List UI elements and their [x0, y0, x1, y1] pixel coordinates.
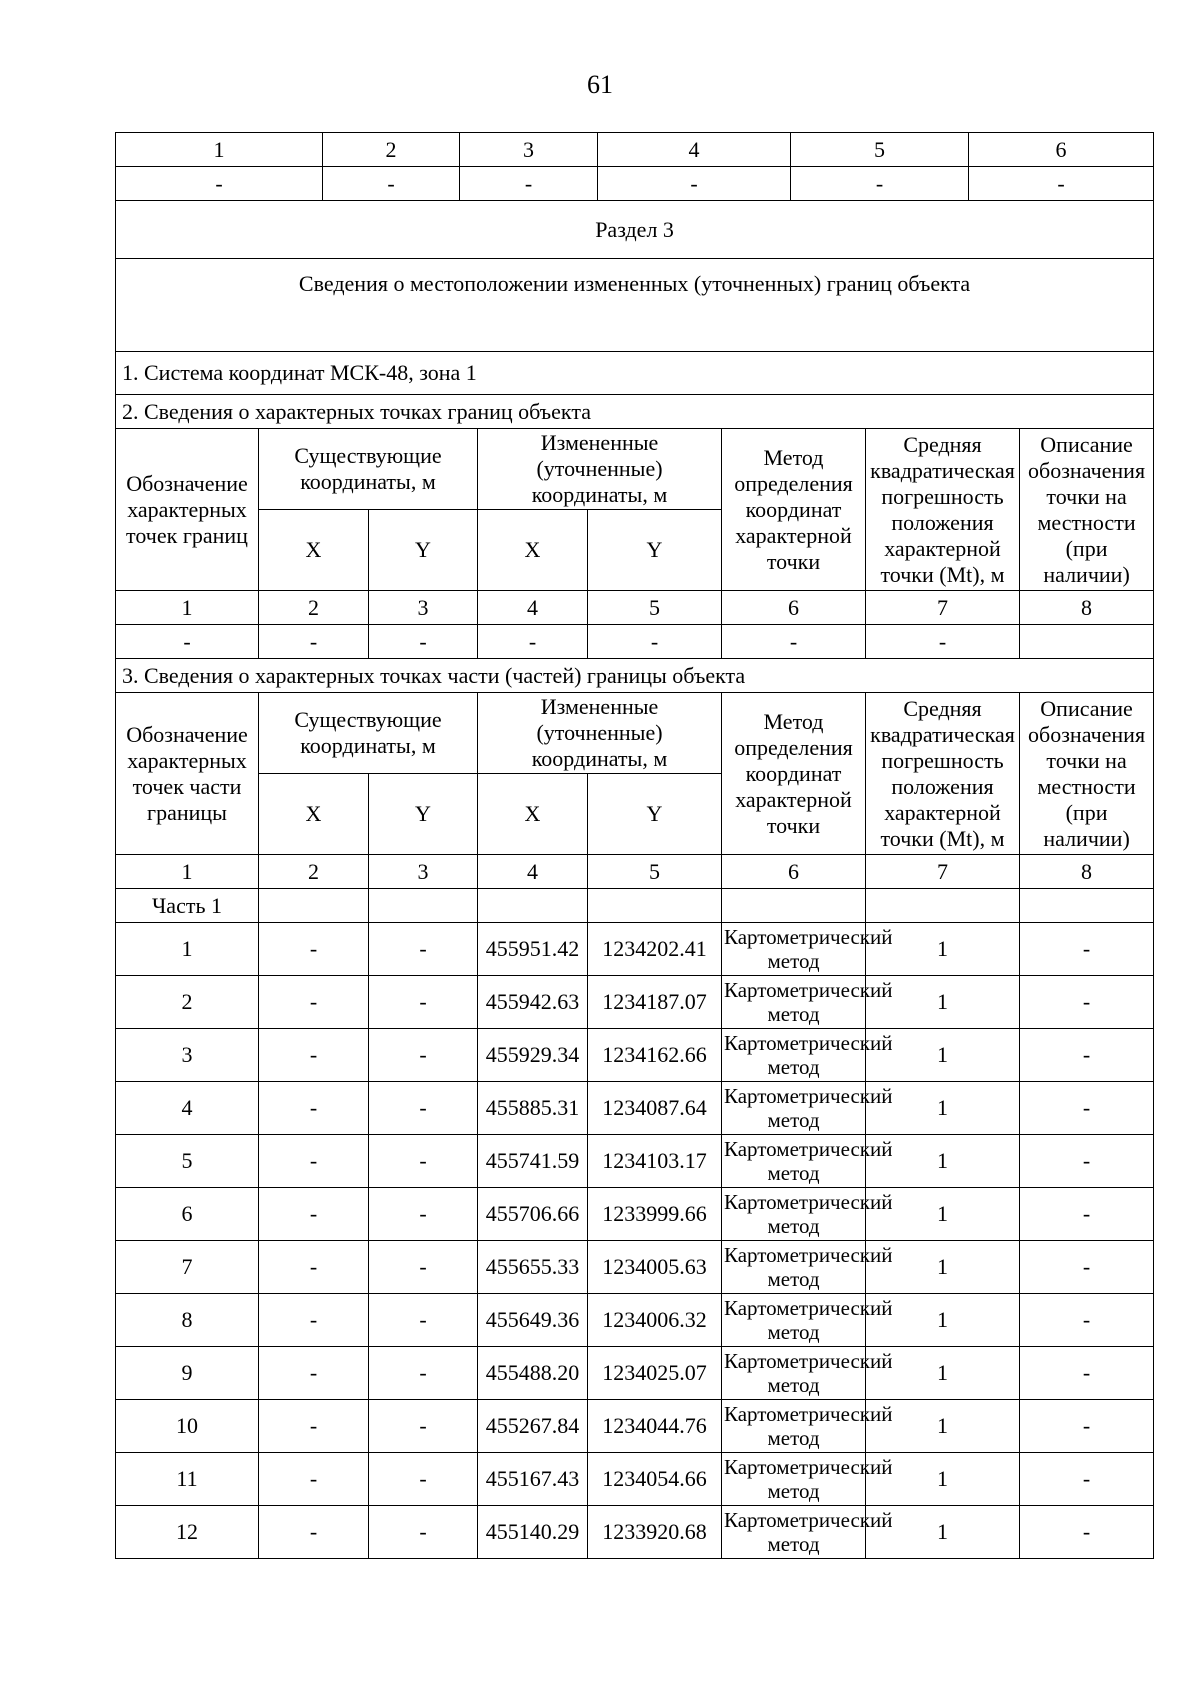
part-label: Часть 1: [116, 889, 259, 923]
point-x-cell: 455942.63: [478, 976, 588, 1029]
col-number: 4: [478, 855, 588, 889]
point-n-cell: 7: [116, 1241, 259, 1294]
header-error: Средняя квадратическая погрешность положения характерной точки (Mt), м: [866, 693, 1020, 855]
point-ey-cell: -: [369, 1400, 478, 1453]
table-cell: 3: [460, 133, 598, 167]
point-ey-cell: -: [369, 1082, 478, 1135]
point-x-cell: 455951.42: [478, 923, 588, 976]
point-n-cell: 12: [116, 1506, 259, 1559]
point-mt-cell: 1: [866, 923, 1020, 976]
continuation-table: [115, 132, 1154, 201]
col-number: 7: [866, 591, 1020, 625]
table-cell: -: [969, 167, 1154, 201]
point-method-cell: Картометрический метод: [722, 1453, 866, 1506]
table-cell: -: [866, 625, 1020, 659]
point-y-cell: 1234054.66: [588, 1453, 722, 1506]
header-y: Y: [588, 510, 722, 591]
point-n-cell: 4: [116, 1082, 259, 1135]
point-mt-cell: 1: [866, 1453, 1020, 1506]
table-cell: [369, 889, 478, 923]
point-ey-cell: -: [369, 1029, 478, 1082]
point-ey-cell: -: [369, 976, 478, 1029]
table-row: [116, 1400, 1154, 1453]
point-method-cell: Картометрический метод: [722, 1506, 866, 1559]
col-number: 1: [116, 591, 259, 625]
col-number: 5: [588, 591, 722, 625]
point-mt-cell: 1: [866, 1400, 1020, 1453]
table-row: [116, 625, 1154, 659]
point-x-cell: 455267.84: [478, 1400, 588, 1453]
point-ex-cell: -: [259, 1400, 369, 1453]
col-number: 6: [722, 591, 866, 625]
point-ex-cell: -: [259, 1241, 369, 1294]
table-cell: 6: [969, 133, 1154, 167]
point-desc-cell: -: [1020, 1029, 1154, 1082]
point-desc-cell: -: [1020, 1347, 1154, 1400]
col-number: 8: [1020, 591, 1154, 625]
col-number: 3: [369, 591, 478, 625]
point-y-cell: 1233999.66: [588, 1188, 722, 1241]
table-row: [116, 1188, 1154, 1241]
table-row: [116, 1347, 1154, 1400]
point-desc-cell: -: [1020, 1188, 1154, 1241]
point-n-cell: 8: [116, 1294, 259, 1347]
point-mt-cell: 1: [866, 1082, 1020, 1135]
table-row: [116, 855, 1154, 889]
point-ex-cell: -: [259, 1029, 369, 1082]
header-description: Описание обозначения точки на местности (при наличии): [1020, 429, 1154, 591]
col-number: 8: [1020, 855, 1154, 889]
point-y-cell: 1234202.41: [588, 923, 722, 976]
header-changed: Измененные (уточненные) координаты, м: [478, 429, 722, 510]
point-ex-cell: -: [259, 1347, 369, 1400]
table-cell: -: [722, 625, 866, 659]
point-y-cell: 1233920.68: [588, 1506, 722, 1559]
header-description: Описание обозначения точки на местности (при наличии): [1020, 693, 1154, 855]
point-method-cell: Картометрический метод: [722, 1241, 866, 1294]
table-cell: -: [116, 625, 259, 659]
point-method-cell: Картометрический метод: [722, 1188, 866, 1241]
point-mt-cell: 1: [866, 1241, 1020, 1294]
point-mt-cell: 1: [866, 1029, 1020, 1082]
header-method: Метод определения координат характерной точки: [722, 693, 866, 855]
table-row: [116, 1135, 1154, 1188]
point-x-cell: 455929.34: [478, 1029, 588, 1082]
col-number: 6: [722, 855, 866, 889]
table-cell: 1: [116, 133, 323, 167]
table-cell: [722, 889, 866, 923]
coord-system: 1. Система координат МСК-48, зона 1: [116, 352, 1154, 395]
table-row: [116, 591, 1154, 625]
section-subtitle: Сведения о местоположении измененных (уточненных) границ объекта: [116, 259, 1154, 352]
table-cell: 2: [323, 133, 460, 167]
table-cell: -: [791, 167, 969, 201]
point-y-cell: 1234162.66: [588, 1029, 722, 1082]
point-x-cell: 455706.66: [478, 1188, 588, 1241]
table-cell: [478, 889, 588, 923]
col-number: 2: [259, 855, 369, 889]
points-title: 2. Сведения о характерных точках границ объекта: [116, 395, 1154, 429]
header-designation: Обозначение характерных точек части границы: [116, 693, 259, 855]
col-number: 7: [866, 855, 1020, 889]
point-desc-cell: -: [1020, 1082, 1154, 1135]
header-y: Y: [588, 774, 722, 855]
table-cell: -: [116, 167, 323, 201]
header-method: Метод определения координат характерной точки: [722, 429, 866, 591]
table-cell: -: [588, 625, 722, 659]
point-method-cell: Картометрический метод: [722, 1400, 866, 1453]
header-y: Y: [369, 774, 478, 855]
point-x-cell: 455649.36: [478, 1294, 588, 1347]
table-row: [116, 167, 1154, 201]
col-number: 2: [259, 591, 369, 625]
page-number: 61: [587, 70, 613, 99]
table-cell: 4: [598, 133, 791, 167]
point-desc-cell: -: [1020, 1294, 1154, 1347]
point-method-cell: Картометрический метод: [722, 1347, 866, 1400]
point-ey-cell: -: [369, 1453, 478, 1506]
point-ey-cell: -: [369, 1135, 478, 1188]
point-ex-cell: -: [259, 923, 369, 976]
point-ex-cell: -: [259, 1506, 369, 1559]
parts-title: 3. Сведения о характерных точках части (частей) границы объекта: [116, 659, 1154, 693]
point-y-cell: 1234005.63: [588, 1241, 722, 1294]
header-x: X: [259, 774, 369, 855]
point-desc-cell: -: [1020, 976, 1154, 1029]
table-row: [116, 1294, 1154, 1347]
point-ex-cell: -: [259, 1188, 369, 1241]
point-mt-cell: 1: [866, 1294, 1020, 1347]
table-cell: -: [259, 625, 369, 659]
point-y-cell: 1234006.32: [588, 1294, 722, 1347]
point-ey-cell: -: [369, 1294, 478, 1347]
points-body: [116, 923, 1154, 1559]
point-mt-cell: 1: [866, 1347, 1020, 1400]
table-row: [116, 1506, 1154, 1559]
header-changed: Измененные (уточненные) координаты, м: [478, 693, 722, 774]
point-n-cell: 9: [116, 1347, 259, 1400]
point-ex-cell: -: [259, 1294, 369, 1347]
table-row: [116, 889, 1154, 923]
table-cell: [588, 889, 722, 923]
header-designation: Обозначение характерных точек границ: [116, 429, 259, 591]
point-ex-cell: -: [259, 1135, 369, 1188]
header-y: Y: [369, 510, 478, 591]
point-n-cell: 2: [116, 976, 259, 1029]
point-y-cell: 1234087.64: [588, 1082, 722, 1135]
table-cell: -: [323, 167, 460, 201]
point-y-cell: 1234187.07: [588, 976, 722, 1029]
point-x-cell: 455741.59: [478, 1135, 588, 1188]
point-ex-cell: -: [259, 1082, 369, 1135]
table-cell: 5: [791, 133, 969, 167]
table-cell: -: [460, 167, 598, 201]
point-n-cell: 6: [116, 1188, 259, 1241]
point-n-cell: 1: [116, 923, 259, 976]
point-method-cell: Картометрический метод: [722, 1294, 866, 1347]
point-mt-cell: 1: [866, 1188, 1020, 1241]
col-number: 4: [478, 591, 588, 625]
table-cell: -: [369, 625, 478, 659]
point-x-cell: 455488.20: [478, 1347, 588, 1400]
col-number: 1: [116, 855, 259, 889]
point-mt-cell: 1: [866, 1506, 1020, 1559]
point-n-cell: 3: [116, 1029, 259, 1082]
point-ey-cell: -: [369, 1188, 478, 1241]
point-mt-cell: 1: [866, 976, 1020, 1029]
point-y-cell: 1234103.17: [588, 1135, 722, 1188]
col-number: 3: [369, 855, 478, 889]
point-n-cell: 11: [116, 1453, 259, 1506]
point-method-cell: Картометрический метод: [722, 1082, 866, 1135]
point-x-cell: 455167.43: [478, 1453, 588, 1506]
point-desc-cell: -: [1020, 1400, 1154, 1453]
table-cell: [1020, 625, 1154, 659]
point-ey-cell: -: [369, 923, 478, 976]
table-row: [116, 1241, 1154, 1294]
point-desc-cell: -: [1020, 1506, 1154, 1559]
point-desc-cell: -: [1020, 1453, 1154, 1506]
point-method-cell: Картометрический метод: [722, 923, 866, 976]
point-n-cell: 5: [116, 1135, 259, 1188]
table-cell: [259, 889, 369, 923]
point-desc-cell: -: [1020, 1241, 1154, 1294]
section-3-table: [115, 200, 1154, 1559]
point-ey-cell: -: [369, 1241, 478, 1294]
point-x-cell: 455885.31: [478, 1082, 588, 1135]
header-existing: Существующие координаты, м: [259, 429, 478, 510]
header-x: X: [478, 774, 588, 855]
table-cell: -: [478, 625, 588, 659]
point-ey-cell: -: [369, 1506, 478, 1559]
header-x: X: [259, 510, 369, 591]
point-ey-cell: -: [369, 1347, 478, 1400]
table-cell: -: [598, 167, 791, 201]
section-title: Раздел 3: [116, 201, 1154, 259]
table-row: [116, 1029, 1154, 1082]
table-row: [116, 133, 1154, 167]
col-number: 5: [588, 855, 722, 889]
point-desc-cell: -: [1020, 923, 1154, 976]
header-x: X: [478, 510, 588, 591]
point-method-cell: Картометрический метод: [722, 1029, 866, 1082]
point-y-cell: 1234025.07: [588, 1347, 722, 1400]
point-n-cell: 10: [116, 1400, 259, 1453]
point-x-cell: 455140.29: [478, 1506, 588, 1559]
point-method-cell: Картометрический метод: [722, 976, 866, 1029]
point-mt-cell: 1: [866, 1135, 1020, 1188]
point-ex-cell: -: [259, 976, 369, 1029]
table-row: [116, 1453, 1154, 1506]
point-x-cell: 455655.33: [478, 1241, 588, 1294]
point-method-cell: Картометрический метод: [722, 1135, 866, 1188]
header-existing: Существующие координаты, м: [259, 693, 478, 774]
point-y-cell: 1234044.76: [588, 1400, 722, 1453]
table-cell: [866, 889, 1020, 923]
table-cell: [1020, 889, 1154, 923]
table-row: [116, 923, 1154, 976]
header-error: Средняя квадратическая погрешность положения характерной точки (Mt), м: [866, 429, 1020, 591]
point-desc-cell: -: [1020, 1135, 1154, 1188]
point-ex-cell: -: [259, 1453, 369, 1506]
table-row: [116, 1082, 1154, 1135]
table-row: [116, 976, 1154, 1029]
